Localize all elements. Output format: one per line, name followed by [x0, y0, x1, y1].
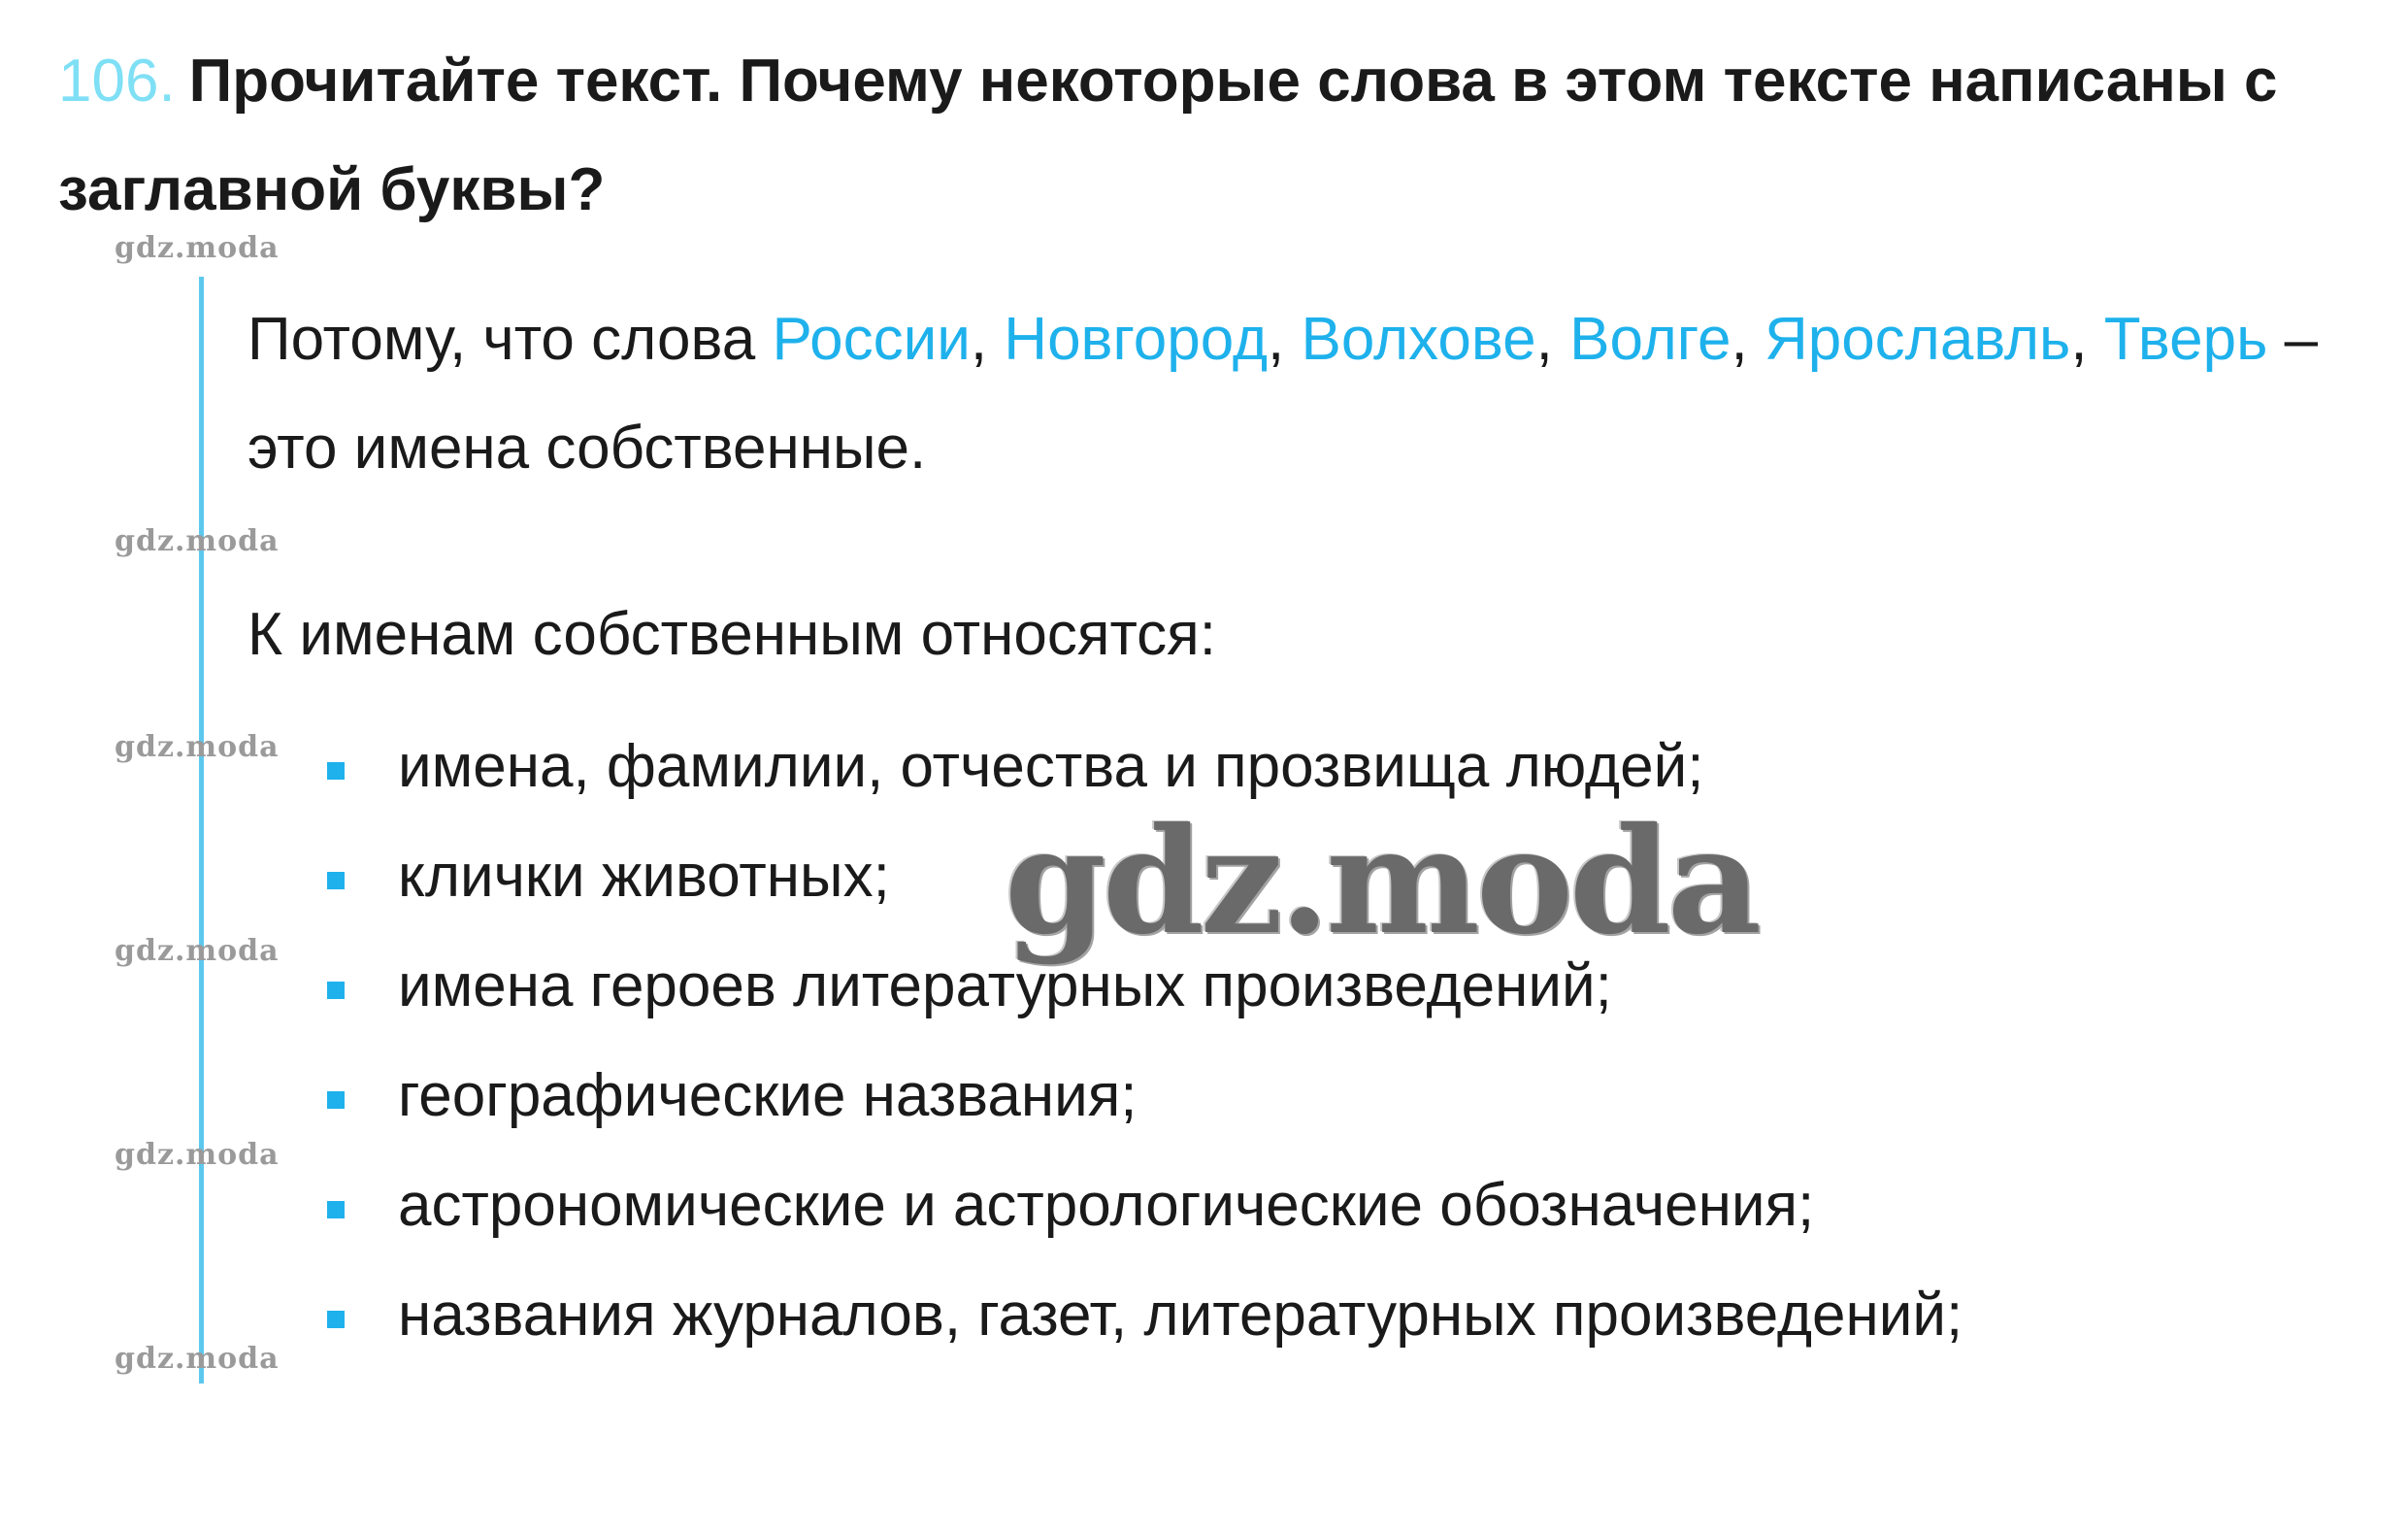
- proper-noun: Тверь: [2103, 306, 2268, 373]
- square-bullet-icon: [327, 872, 345, 889]
- proper-noun: Волге: [1569, 306, 1732, 373]
- list-item-text: клички животных;: [398, 843, 890, 910]
- square-bullet-icon: [327, 1201, 345, 1218]
- proper-noun: Новгород: [1004, 306, 1269, 373]
- task-question: Прочитайте текст. Почему некоторые слова в этом тексте написаны с заглавной буквы?: [58, 48, 2278, 223]
- list-item: [320, 1041, 1963, 1150]
- task-heading: [58, 27, 2368, 245]
- list-item-text: имена, фамилии, отчества и прозвища людей;: [398, 733, 1704, 800]
- watermark-small: gdz.moda: [115, 1342, 280, 1376]
- list-item-text: названия журналов, газет, литературных произведений;: [398, 1282, 1963, 1349]
- answer-accent-bar: [199, 277, 204, 1384]
- comma: ,: [2070, 306, 2104, 373]
- proper-noun: России: [772, 306, 971, 373]
- task-number: 106.: [58, 48, 176, 115]
- square-bullet-icon: [327, 982, 345, 999]
- watermark-large: gdz.moda: [1005, 796, 1759, 967]
- answer-paragraph: [247, 285, 2334, 503]
- comma: ,: [1268, 306, 1302, 373]
- watermark-small: gdz.moda: [115, 524, 280, 558]
- list-heading: К именам собственным относятся:: [247, 601, 1216, 668]
- square-bullet-icon: [327, 1091, 345, 1109]
- watermark-small: gdz.moda: [115, 1138, 280, 1172]
- comma: ,: [1731, 306, 1765, 373]
- list-item-text: астрономические и астрологические обозначения;: [398, 1172, 1815, 1239]
- proper-noun: Ярославль: [1764, 306, 2071, 373]
- list-item: [320, 1260, 1963, 1370]
- watermark-small: gdz.moda: [115, 934, 280, 968]
- list-item-text: имена героев литературных произведений;: [398, 952, 1612, 1019]
- list-item-text: географические названия;: [398, 1062, 1138, 1129]
- answer-tail: – это имена собственные.: [247, 306, 2319, 482]
- watermark-small: gdz.moda: [115, 730, 280, 764]
- watermark-small: gdz.moda: [115, 231, 280, 265]
- answer-intro: Потому, что слова: [247, 306, 773, 373]
- proper-noun: Волхове: [1301, 306, 1536, 373]
- square-bullet-icon: [327, 762, 345, 780]
- comma: ,: [1535, 306, 1570, 373]
- comma: ,: [970, 306, 1005, 373]
- list-item: [320, 1150, 1963, 1260]
- square-bullet-icon: [327, 1311, 345, 1328]
